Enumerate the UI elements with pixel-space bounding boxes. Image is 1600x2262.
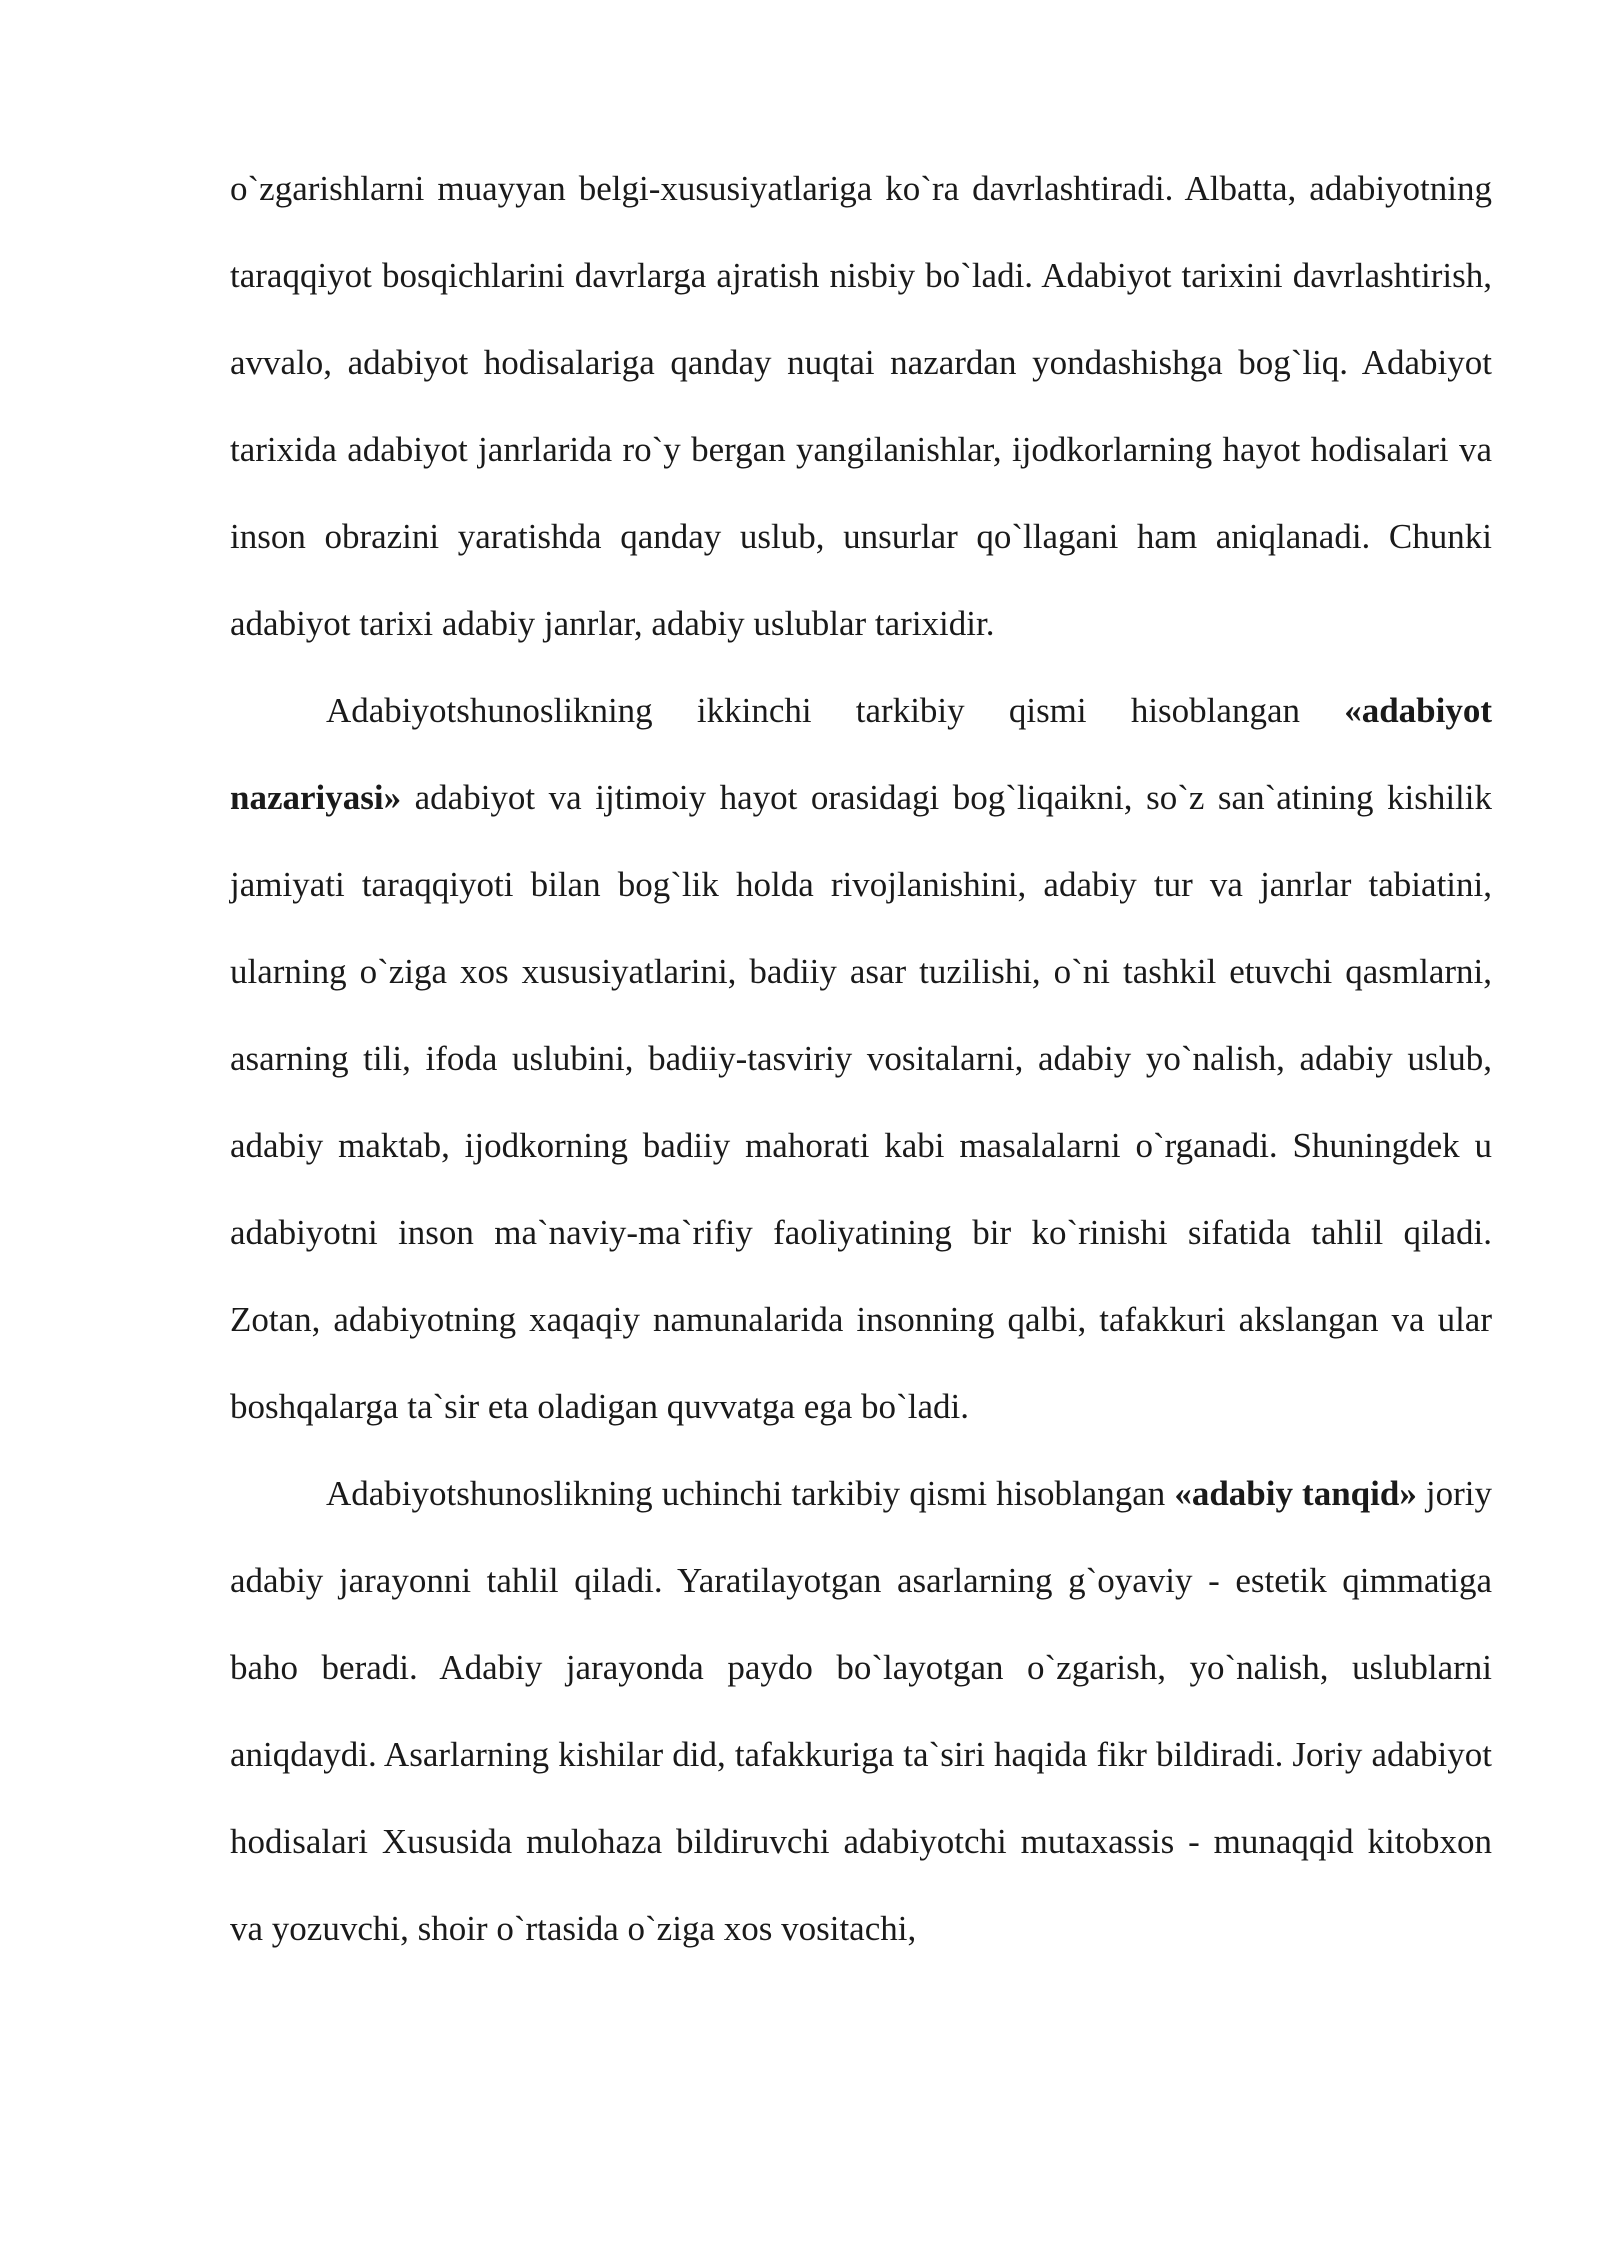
paragraph-literary-theory: [230, 667, 1492, 1450]
paragraph-rest-text: adabiyot va ijtimoiy hayot orasidagi bog`liqaikni, so`z san`atining kishilik jamiyati taraqqiyoti bilan bog`lik holda rivojlanishini, adabiy tur va janrlar tabiatini, ularning o`ziga xos xususiyatlarini, badiiy asar tuzilishi, o`ni tashkil etuvchi qasmlarni, asarning tili, ifoda uslubini, badiiy-tasviriy vositalarni, adabiy yo`nalish, adabiy uslub, adabiy maktab, ijodkorning badiiy mahorati kabi masalalarni o`rganadi. Shuningdek u adabiyotni inson ma`naviy-ma`rifiy faoliyatining bir ko`rinishi sifatida tahlil qiladi. Zotan, adabiyotning xaqaqiy namunalarida insonning qalbi, tafakkuri akslangan va ular boshqalarga ta`sir eta oladigan quvvatga ega bo`ladi.: [230, 778, 1492, 1426]
paragraph-literary-criticism: [230, 1450, 1492, 1972]
paragraph-lead-text: Adabiyotshunoslikning uchinchi tarkibiy qismi hisoblangan: [326, 1474, 1175, 1513]
paragraph-rest-text: joriy adabiy jarayonni tahlil qiladi. Yaratilayotgan asarlarning g`oyaviy - estetik qimmatiga baho beradi. Adabiy jarayonda paydo bo`layotgan o`zgarish, yo`nalish, uslublarni aniqdaydi. Asarlarning kishilar did, tafakkuriga ta`siri haqida fikr bildiradi. Joriy adabiyot hodisalari Xususida mulohaza bildiruvchi adabiyotchi mutaxassis - munaqqid kitobxon va yozuvchi, shoir o`rtasida o`ziga xos vositachi,: [230, 1474, 1492, 1948]
paragraph-lead-text: Adabiyotshunoslikning ikkinchi tarkibiy qismi hisoblangan: [326, 691, 1345, 730]
term-literary-theory: «adabiyot nazariyasi»: [230, 691, 1492, 817]
body-text: [230, 145, 1492, 1972]
paragraph-text: o`zgarishlarni muayyan belgi-xususiyatlariga ko`ra davrlashtiradi. Albatta, adabiyotning taraqqiyot bosqichlarini davrlarga ajratish nisbiy bo`ladi. Adabiyot tarixini davrlashtirish, avvalo, adabiyot hodisalariga qanday nuqtai nazardan yondashishga bog`liq. Adabiyot tarixida adabiyot janrlarida ro`y bergan yangilanishlar, ijodkorlarning hayot hodisalari va inson obrazini yaratishda qanday uslub, unsurlar qo`llagani ham aniqlanadi. Chunki adabiyot tarixi adabiy janrlar, adabiy uslublar tarixidir.: [230, 169, 1492, 643]
term-literary-criticism: «adabiy tanqid»: [1174, 1474, 1417, 1513]
paragraph-periodization: [230, 145, 1492, 667]
